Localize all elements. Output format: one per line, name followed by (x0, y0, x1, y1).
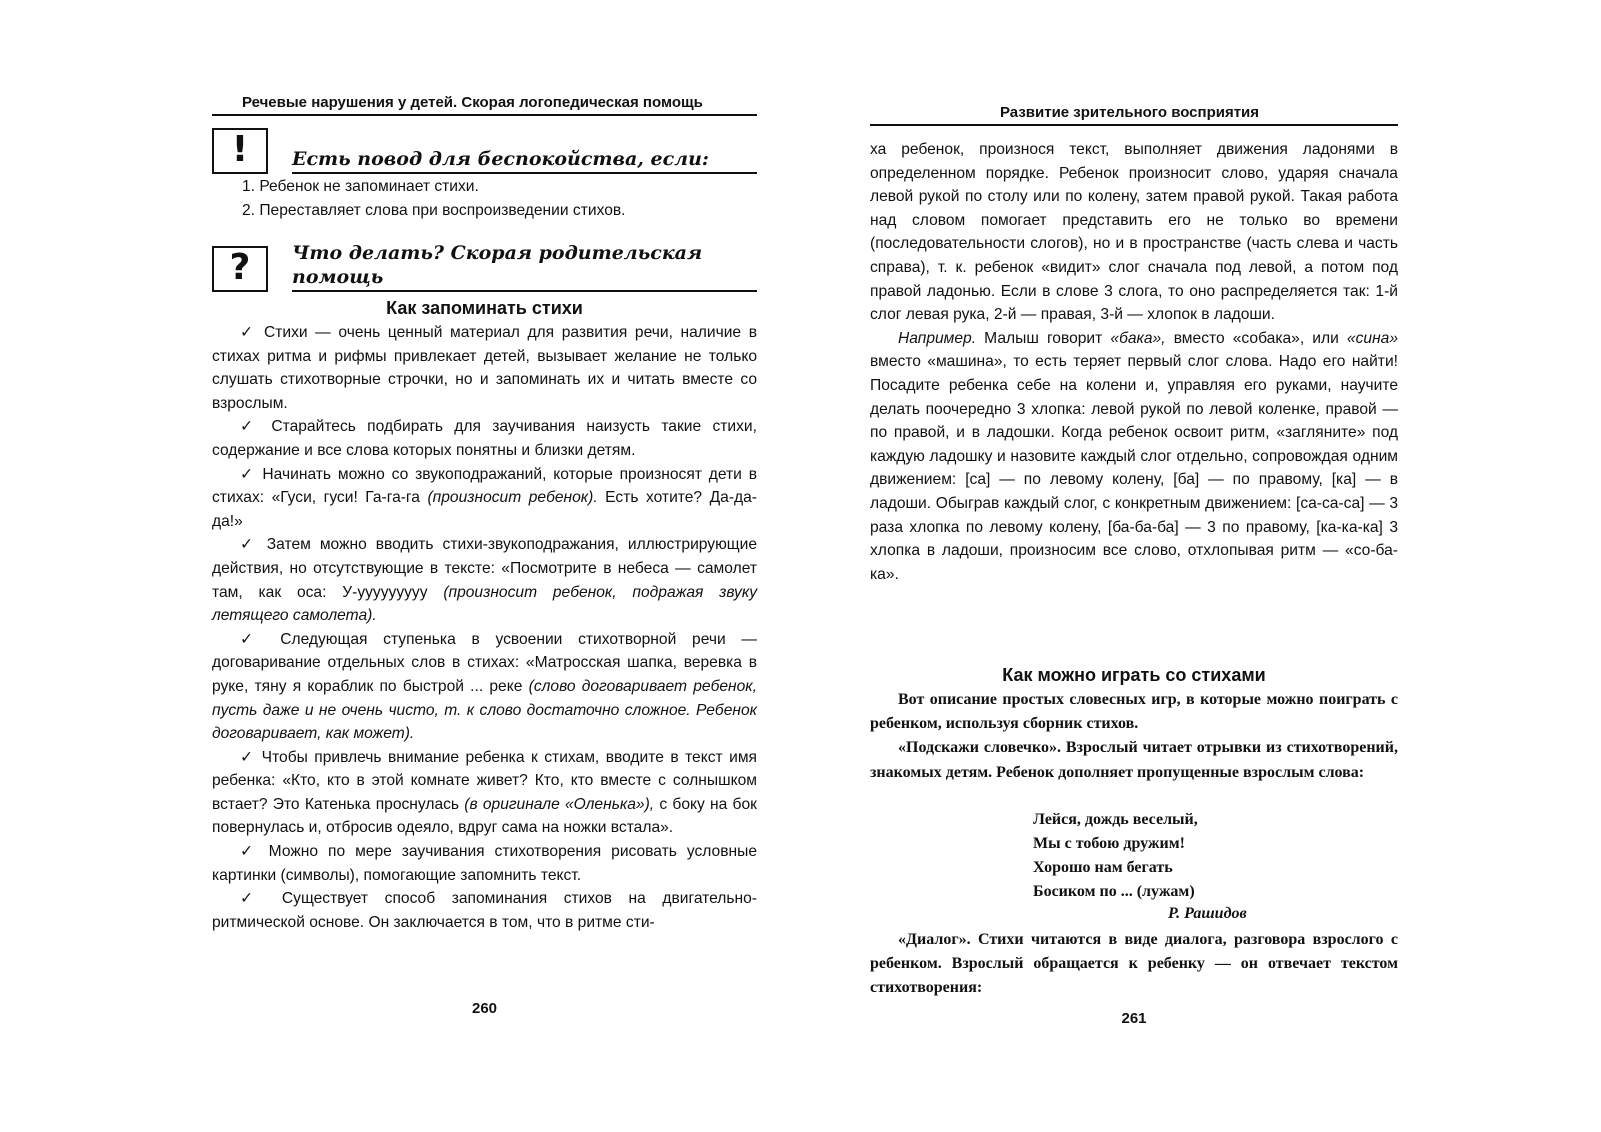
poem-line: Лейся, дождь веселый, (1033, 811, 1198, 828)
checkmark-icon: ✓ (240, 535, 258, 554)
poem-author: Р. Рашидов (1168, 905, 1247, 922)
game-paragraph: «Подскажи словечко». Взрослый читает отрывки из стихотворений, знакомых детям. Ребенок дополняет пропущенные взрослым слова: (870, 739, 1398, 781)
continuation-paragraph: ха ребенок, произнося текст, выполняет движения ладонями в определенном порядке. Ребенок произносит слово, ударяя сначала левой рукой по столу или по колену, затем правой рукой. Такая работа над словом помогает представить его не только во времени (последовательности слогов), но и в пространстве (часть слева и часть справа), т. к. ребенок «видит» слог сначала под левой, а потом под правой ладонью. Если в слове 3 слога, то оно распределяется так: 1-й слог левая рука, 2-й — правая, 3-й — хлопок в ладоши. (870, 141, 1398, 324)
checkmark-icon: ✓ (240, 464, 256, 483)
poem-line: Хорошо нам бегать (1033, 859, 1173, 876)
games-text (870, 688, 1398, 785)
question-icon: ? (212, 246, 268, 292)
help-box (212, 242, 757, 298)
checkmark-icon: ✓ (240, 747, 256, 766)
example-paragraph: Например. Малыш говорит «бака», вместо «собака», или «сина» вместо «машина», то есть теряет первый слог слова. Надо его найти! Посадите ребенка себе на колени и, управляя его руками, научите делать поочередно 3 хлопка: левой рукой по левой коленке, правой — по правой, и в ладошки. Когда ребенок освоит ритм, «загляните» под каждую ладошку и назовите каждый слог отдельно, сопровождая одним движением: [са] — по левому колену, [ба] — по правому, [ка] — в ладоши. Обыграв каждый слог, с конкретным движением: [са-са-са] — 3 раза хлопка по левому колену, [ба-ба-ба] — 3 по правому, [ка-ка-ка] 3 хлопка в ладоши, произносим все слово, отхлопывая ритм — «со-ба-ка». (870, 329, 1398, 583)
checkmark-icon: ✓ (240, 417, 261, 436)
alert-box (212, 128, 757, 180)
game-paragraph: «Диалог». Стихи читаются в виде диалога, разговора взрослого с ребенком. Взрослый обращается к ребенку — он отвечает текстом стихотворения: (870, 931, 1398, 997)
exclamation-icon: ! (212, 128, 268, 174)
alert-list (242, 175, 625, 222)
checkmark-icon: ✓ (240, 629, 265, 648)
running-head-right: Развитие зрительного восприятия (870, 104, 1398, 126)
page-number-right: 261 (1121, 1010, 1147, 1027)
left-body-text (212, 321, 757, 934)
poem-line: Босиком по ... (лужам) (1033, 883, 1195, 900)
page-number-left: 260 (471, 1000, 498, 1017)
checkmark-icon: ✓ (240, 842, 259, 861)
poem-line: Мы с тобою дружим! (1033, 835, 1185, 852)
alert-list-item: 2. Переставляет слова при воспроизведении стихов. (242, 201, 626, 219)
game2-text (870, 928, 1398, 1001)
paragraph: ✓ Существует способ запоминания стихов на двигательно-ритмической основе. Он заключается в том, что в ритме сти- (212, 889, 757, 931)
section-title: Как запоминать стихи (386, 298, 583, 318)
intro-paragraph: Вот описание простых словесных игр, в которые можно поиграть с ребенком, используя сборник стихов. (870, 691, 1398, 733)
paragraph: ✓ Чтобы привлечь внимание ребенка к стихам, вводите в текст имя ребенка: «Кто, кто в этой комнате живет? Кто, кто вместе с солнышком встает? Это Катенька проснулась (в оригинале «Оленька»), с боку на бок повернулась и, отбросив одеяло, вдруг сама на ножки встала». (212, 747, 757, 837)
help-box-title: Что делать? Скорая родительская помощь (292, 241, 757, 292)
paragraph: ✓ Старайтесь подбирать для заучивания наизусть такие стихи, содержание и все слова которых понятны и близки детям. (212, 417, 757, 459)
paragraph: ✓ Следующая ступенька в усвоении стихотворной речи — договаривание отдельных слов в стихах: «Матросская шапка, веревка в руке, тяну я кораблик по быстрой ... реке (слово договаривает ребенок, пусть даже и не очень чисто, т. к слово достаточно сложное. Ребенок договаривает, как может). (212, 629, 757, 743)
paragraph: ✓ Затем можно вводить стихи-звукоподражания, иллюстрирующие действия, но отсутствующие в тексте: «Посмотрите в небеса — самолет там, как оса: У-ууууууууу (произносит ребенок, подражая звуку летящего самолета). (212, 535, 757, 625)
alert-list-item: 1. Ребенок не запоминает стихи. (242, 178, 479, 195)
paragraph: ✓ Можно по мере заучивания стихотворения рисовать условные картинки (символы), помогающие запомнить текст. (212, 842, 757, 884)
example-label: Например. (898, 329, 977, 347)
right-body-text (870, 138, 1398, 586)
poem (1033, 808, 1198, 904)
running-head-left: Речевые нарушения у детей. Скорая логопедическая помощь (212, 94, 757, 116)
alert-box-title: Есть повод для беспокойства, если: (292, 147, 757, 174)
paragraph: ✓ Начинать можно со звукоподражаний, которые произносят дети в стихах: «Гуси, гуси! Га-га-га (произносит ребенок). Есть хотите? Да-да-да!» (212, 464, 757, 530)
section-title-games: Как можно играть со стихами (1002, 665, 1266, 685)
checkmark-icon: ✓ (240, 323, 257, 341)
paragraph: ✓ Стихи — очень ценный материал для развития речи, наличие в стихах ритма и рифмы привлекает детей, вызывает желание не только слушать стихотворные строчки, но и запоминать их и читать вместе со взрослым. (212, 323, 757, 412)
checkmark-icon: ✓ (240, 889, 266, 908)
